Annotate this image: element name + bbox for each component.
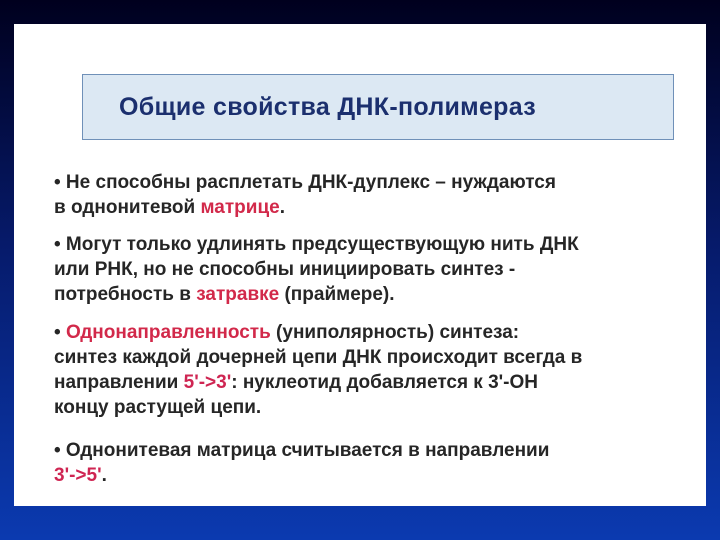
bullet-icon: •	[54, 440, 61, 461]
title-box	[82, 74, 674, 140]
bullet-line	[54, 170, 688, 195]
bullet-line	[54, 438, 688, 463]
highlight-term: Однонаправленность	[65, 322, 271, 343]
bullet-text: Могут только удлинять предсуществующую нить ДНК	[60, 234, 579, 255]
bullet-icon: •	[54, 322, 61, 343]
bullet-text: : нуклеотид добавляется к 3'-ОН	[231, 372, 539, 393]
bullet-item-4	[54, 438, 688, 488]
bullet-line	[54, 370, 688, 395]
bullet-text: синтез каждой дочерней цепи ДНК происходит всегда в	[54, 347, 583, 368]
bullet-text: (униполярность) синтеза:	[270, 322, 520, 343]
bullet-text: Однонитевая матрица считывается в направлении	[60, 440, 550, 461]
highlight-term: затравке	[196, 284, 280, 305]
bullet-item-3	[54, 320, 688, 420]
highlight-term: матрице	[200, 197, 280, 218]
bullet-text: Не способны расплетать ДНК-дуплекс – нуждаются	[60, 172, 556, 193]
bullet-icon: •	[54, 172, 61, 193]
bullet-line	[54, 345, 688, 370]
bullet-line	[54, 195, 688, 220]
bullet-text: или РНК, но не способны инициировать синтез -	[54, 259, 516, 280]
bullet-line	[54, 395, 688, 420]
bullet-text: (праймере).	[279, 284, 395, 305]
highlight-term: 5'->3'	[183, 372, 232, 393]
bullet-text: в однонитевой	[54, 197, 201, 218]
bullet-line	[54, 257, 688, 282]
highlight-term: 3'->5'	[54, 465, 102, 486]
bullet-line	[54, 320, 688, 345]
bullet-line	[54, 463, 688, 488]
bullet-line	[54, 232, 688, 257]
slide-title: Общие свойства ДНК-полимераз	[119, 92, 536, 121]
bullet-icon: •	[54, 234, 61, 255]
slide	[14, 24, 706, 506]
bullet-text: .	[101, 465, 107, 486]
bullet-text: направлении	[54, 372, 184, 393]
bullet-item-2	[54, 232, 688, 307]
bullet-item-1	[54, 170, 688, 220]
bullet-text: потребность в	[54, 284, 197, 305]
bullet-text: концу растущей цепи.	[54, 397, 262, 418]
bullet-line	[54, 282, 688, 307]
bullet-text: .	[279, 197, 285, 218]
